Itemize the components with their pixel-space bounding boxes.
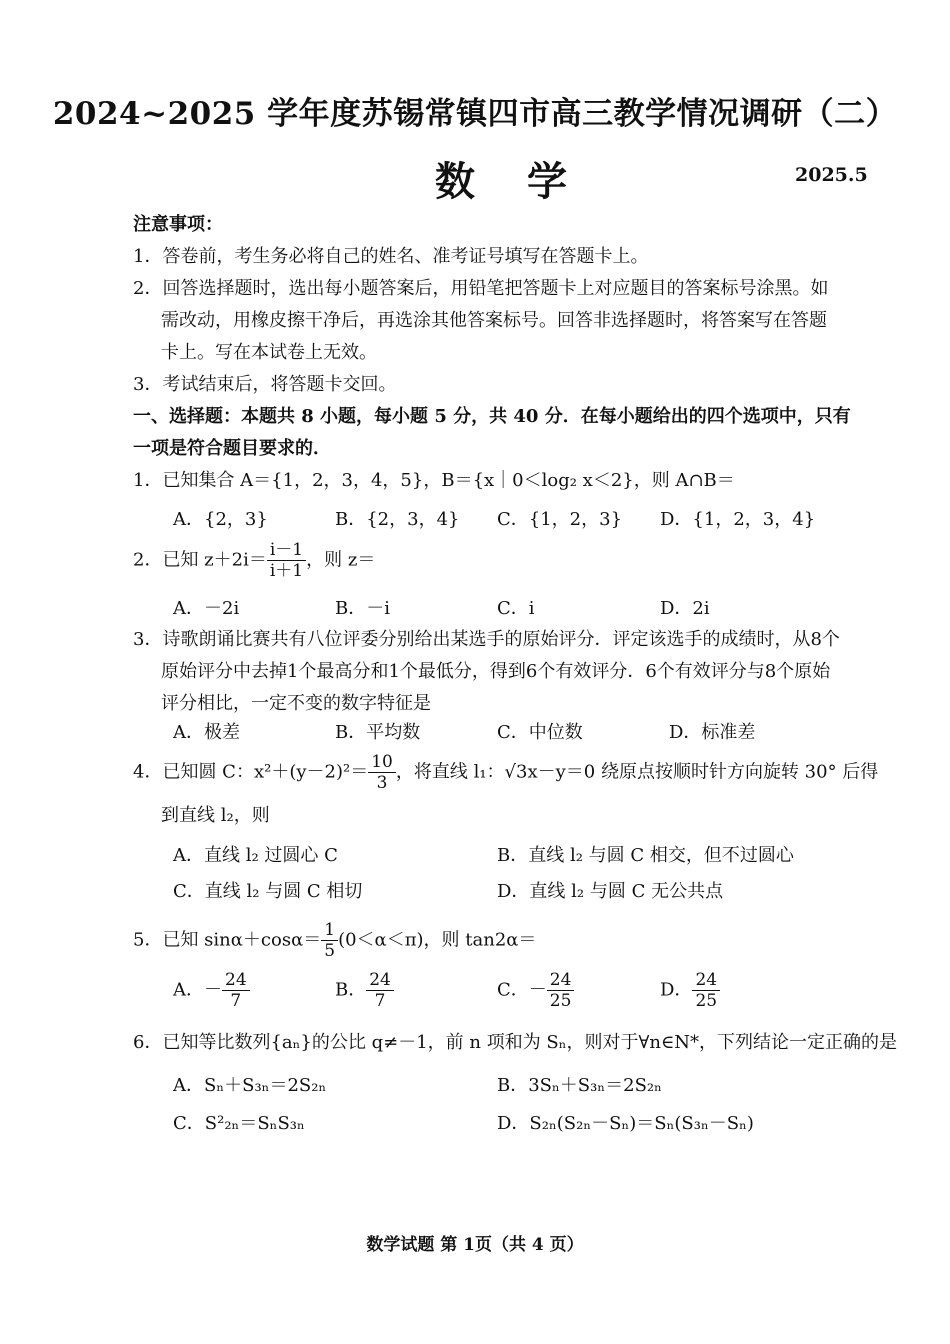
notice-item-3: 3．考试结束后，将答题卡交回。 — [133, 374, 397, 395]
q3-option-d: D．标准差 — [669, 722, 756, 743]
q2-option-a: A．－2i — [173, 598, 240, 619]
q2-stem-post: ，则 z＝ — [306, 549, 376, 571]
notice-item-2-cont: 需改动，用橡皮擦干净后，再选涂其他答案标号。回答非选择题时，将答案写在答题 — [161, 310, 827, 331]
q5-fraction — [321, 920, 338, 961]
q5-d-label: D． — [660, 979, 693, 1001]
q5-b-label: B． — [335, 979, 367, 1001]
q4-stem-pre: 4．已知圆 C：x²＋(y－2)²＝ — [133, 761, 369, 783]
q6-option-d: D．S₂ₙ(S₂ₙ－Sₙ)＝Sₙ(S₃ₙ－Sₙ) — [497, 1113, 754, 1134]
q6-option-a: A．Sₙ＋S₃ₙ＝2S₂ₙ — [173, 1075, 327, 1096]
q5-c-sign: － — [528, 979, 547, 1001]
exam-title: 2024~2025 学年度苏锡常镇四市高三教学情况调研（二） — [52, 96, 898, 132]
question-3-line-2: 原始评分中去掉1个最高分和1个最低分，得到6个有效评分．6个有效评分与8个原始 — [161, 661, 831, 682]
q2-option-b: B．－i — [335, 598, 390, 619]
question-3-line-1: 3．诗歌朗诵比赛共有八位评委分别给出某选手的原始评分．评定该选手的成绩时，从8个 — [133, 629, 840, 650]
q5-a-num: 24 — [222, 970, 250, 991]
section-heading: 一、选择题：本题共 8 小题，每小题 5 分，共 40 分．在每小题给出的四个选项中，只有 — [133, 406, 851, 427]
q4-option-b: B．直线 l₂ 与圆 C 相交，但不过圆心 — [497, 845, 794, 866]
q3-option-b: B．平均数 — [335, 722, 421, 743]
q5-d-num: 24 — [692, 970, 720, 991]
q2-fraction-den: i＋1 — [269, 561, 304, 581]
question-1-stem: 1．已知集合 A＝{1，2，3，4，5}，B＝{x｜0＜log₂ x＜2}，则 A∩B＝ — [133, 470, 735, 491]
question-2-stem — [133, 540, 375, 581]
notice-item-2-cont2: 卡上。写在本试卷上无效。 — [161, 342, 377, 363]
q1-option-b: B．{2，3，4} — [335, 509, 460, 530]
q5-b-fraction — [366, 970, 394, 1011]
q5-option-a — [173, 970, 250, 1011]
notice-item-2: 2．回答选择题时，选出每小题答案后，用铅笔把答题卡上对应题目的答案标号涂黑。如 — [133, 278, 829, 299]
q1-option-a: A．{2，3} — [173, 509, 268, 530]
page-footer: 数学试题 第 1页（共 4 页） — [366, 1235, 584, 1255]
q4-option-a: A．直线 l₂ 过圆心 C — [173, 845, 338, 866]
q5-stem-pre: 5．已知 sinα＋cosα＝ — [133, 929, 322, 951]
q5-a-label: A． — [173, 979, 204, 1001]
q2-fraction-num: i－1 — [267, 540, 306, 561]
subject-title: 数学 — [435, 158, 619, 205]
q5-c-label: C． — [497, 979, 529, 1001]
q5-d-fraction — [692, 970, 720, 1011]
notice-heading: 注意事项： — [133, 214, 223, 235]
question-4-line-2: 到直线 l₂，则 — [161, 805, 270, 826]
q5-a-den: 7 — [230, 991, 242, 1011]
question-6-stem: 6．已知等比数列{aₙ}的公比 q≠－1，前 n 项和为 Sₙ，则对于∀n∈N*，下列结论一定正确的是 — [133, 1032, 898, 1053]
q5-c-num: 24 — [547, 970, 575, 991]
q4-fraction — [368, 752, 396, 793]
question-3-line-3: 评分相比，一定不变的数字特征是 — [161, 693, 431, 714]
q2-option-c: C．i — [497, 598, 535, 619]
q5-option-b — [335, 970, 394, 1011]
q4-fraction-num: 10 — [368, 752, 396, 773]
q5-c-fraction — [547, 970, 575, 1011]
q5-a-fraction — [222, 970, 250, 1011]
q4-option-d: D．直线 l₂ 与圆 C 无公共点 — [497, 881, 724, 902]
q3-option-a: A．极差 — [173, 722, 240, 743]
q4-option-c: C．直线 l₂ 与圆 C 相切 — [173, 881, 363, 902]
q5-d-den: 25 — [695, 991, 718, 1011]
exam-date: 2025.5 — [795, 164, 868, 186]
q4-fraction-den: 3 — [376, 773, 388, 793]
q5-stem-post: (0＜α＜π)，则 tan2α＝ — [338, 929, 537, 951]
q6-option-c: C．S²₂ₙ＝SₙS₃ₙ — [173, 1113, 305, 1134]
section-heading-cont: 一项是符合题目要求的． — [133, 438, 331, 459]
q5-b-num: 24 — [366, 970, 394, 991]
notice-item-1: 1．答卷前，考生务必将自己的姓名、准考证号填写在答题卡上。 — [133, 246, 649, 267]
q3-option-c: C．中位数 — [497, 722, 583, 743]
q5-option-c — [497, 970, 574, 1011]
question-5-stem — [133, 920, 536, 961]
q4-stem-post: ，将直线 l₁：√3x－y＝0 绕原点按顺时针方向旋转 30° 后得 — [395, 761, 879, 783]
q6-option-b: B．3Sₙ＋S₃ₙ＝2S₂ₙ — [497, 1075, 662, 1096]
q5-a-sign: － — [204, 979, 222, 1001]
q2-stem-pre: 2．已知 z＋2i＝ — [133, 549, 267, 571]
question-4-stem — [133, 752, 878, 793]
q5-c-den: 25 — [549, 991, 572, 1011]
q5-b-den: 7 — [374, 991, 386, 1011]
q5-fraction-den: 5 — [324, 941, 336, 961]
q5-option-d — [660, 970, 720, 1011]
q2-fraction — [267, 540, 306, 581]
q5-fraction-num: 1 — [321, 920, 338, 941]
q1-option-c: C．{1，2，3} — [497, 509, 623, 530]
q1-option-d: D．{1，2，3，4} — [660, 509, 816, 530]
q2-option-d: D．2i — [660, 598, 710, 619]
